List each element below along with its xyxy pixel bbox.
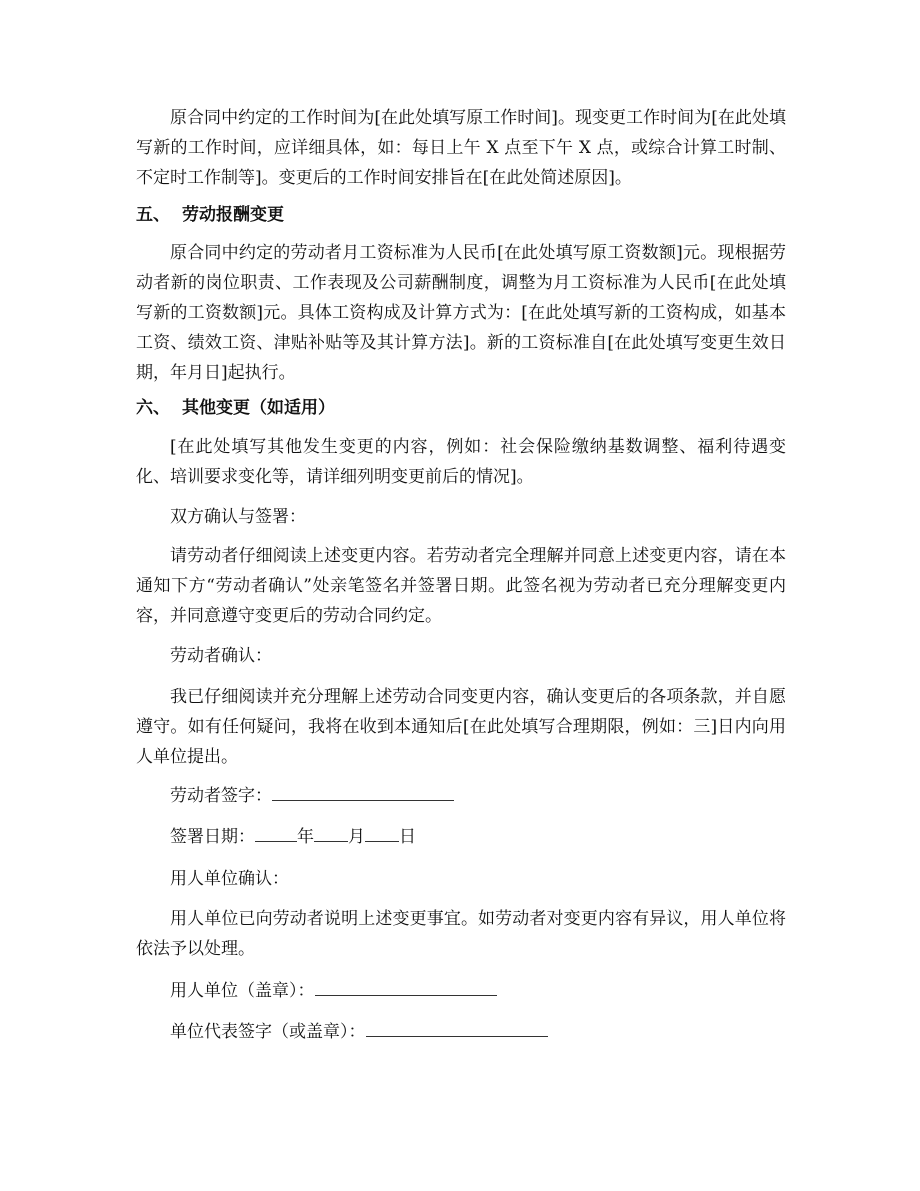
year-blank[interactable] bbox=[255, 821, 297, 842]
paragraph-confirm: 请劳动者仔细阅读上述变更内容。若劳动者完全理解并同意上述变更内容，请在本通知下方“劳动者确认”处亲笔签名并签署日期。此签名视为劳动者已充分理解变更内容，并同意遵守变更后的劳动合同约定。 bbox=[136, 546, 786, 626]
day-blank[interactable] bbox=[365, 821, 399, 842]
employer-seal-line bbox=[136, 975, 497, 1006]
paragraph-salary: 原合同中约定的劳动者月工资标准为人民币[在此处填写原工资数额]元。现根据劳动者新的岗位职责、工作表现及公司薪酬制度，调整为月工资标准为人民币[在此处填写新的工资数额]元。具体工资构成及计算方式为：[在此处填写新的工资构成，如基本工资、绩效工资、津贴补贴等及其计算方法]。新的工资标准自[在此处填写变更生效日期，年月日]起执行。 bbox=[136, 243, 786, 383]
section-heading-6 bbox=[136, 393, 335, 423]
worker-confirm-title: 劳动者确认： bbox=[170, 646, 272, 666]
employer-seal-label: 用人单位（盖章）： bbox=[170, 981, 315, 1001]
paragraph-other-changes: [在此处填写其他发生变更的内容，例如：社会保险缴纳基数调整、福利待遇变化、培训要求变化等，请详细列明变更前后的情况]。 bbox=[136, 437, 786, 487]
paragraph-work-time: 原合同中约定的工作时间为[在此处填写原工作时间]。现变更工作时间为[在此处填写新的工作时间，应详细具体，如：每日上午 X 点至下午 X 点，或综合计算工时制、不定时工作制等]。变更后的工作时间安排旨在[在此处简述原因]。 bbox=[136, 108, 786, 188]
section-heading-5 bbox=[136, 200, 284, 230]
worker-signature-blank[interactable] bbox=[272, 780, 454, 801]
confirm-title: 双方确认与签署： bbox=[170, 507, 306, 527]
section-title: 劳动报酬变更 bbox=[182, 205, 284, 225]
paragraph-employer-confirm: 用人单位已向劳动者说明上述变更事宜。如劳动者对变更内容有异议，用人单位将依法予以处理。 bbox=[136, 909, 786, 959]
section-number: 五、 bbox=[136, 205, 170, 225]
day-label: 日 bbox=[399, 827, 416, 847]
employer-confirm-title: 用人单位确认： bbox=[170, 869, 289, 889]
worker-signature-label: 劳动者签字： bbox=[170, 786, 272, 806]
month-blank[interactable] bbox=[314, 821, 348, 842]
sign-date-line bbox=[136, 821, 416, 852]
employer-seal-blank[interactable] bbox=[315, 975, 497, 996]
worker-signature-line bbox=[136, 780, 454, 811]
representative-signature-line bbox=[136, 1016, 548, 1047]
section-title: 其他变更（如适用） bbox=[182, 398, 335, 418]
representative-signature-blank[interactable] bbox=[366, 1016, 548, 1037]
year-label: 年 bbox=[297, 827, 314, 847]
representative-signature-label: 单位代表签字（或盖章）： bbox=[170, 1022, 366, 1042]
section-number: 六、 bbox=[136, 398, 170, 418]
paragraph-worker-confirm: 我已仔细阅读并充分理解上述劳动合同变更内容，确认变更后的各项条款，并自愿遵守。如有任何疑问，我将在收到本通知后[在此处填写合理期限，例如：三]日内向用人单位提出。 bbox=[136, 687, 786, 767]
month-label: 月 bbox=[348, 827, 365, 847]
sign-date-label: 签署日期： bbox=[170, 827, 255, 847]
